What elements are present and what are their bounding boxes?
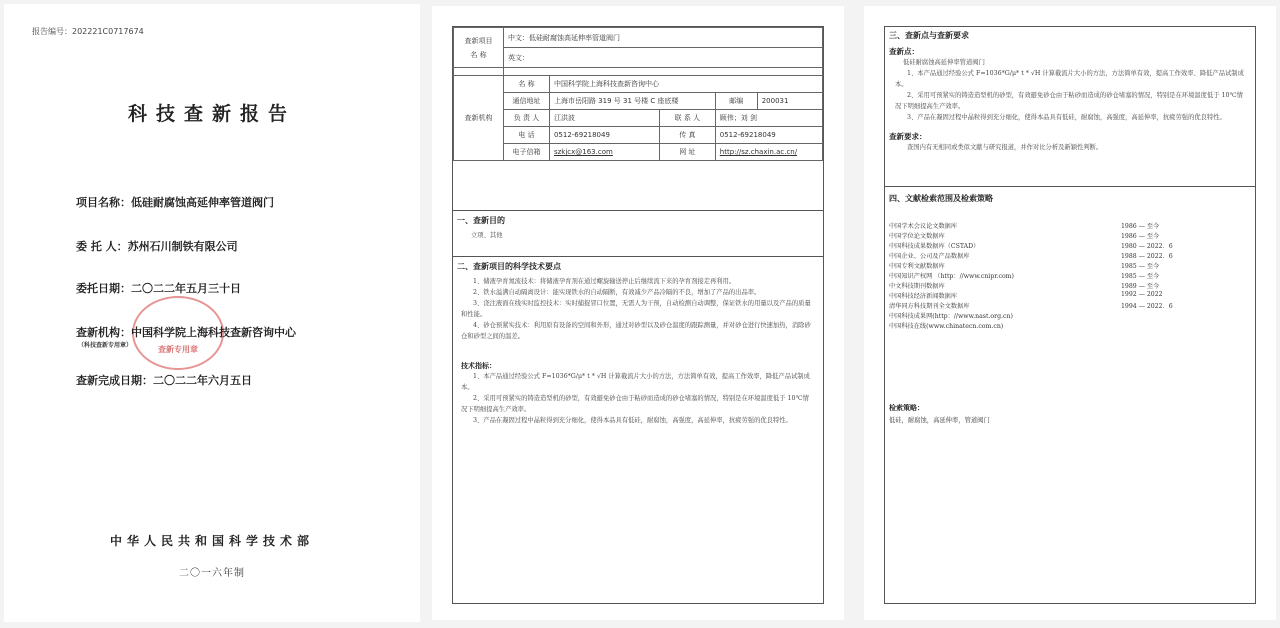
database-section [885, 187, 1255, 605]
client-value: 苏州石川制铁有限公司 [127, 240, 238, 253]
database-row [889, 271, 1249, 281]
novelty-requirement-heading: 查新要求： [889, 132, 927, 141]
cover-page [4, 4, 420, 622]
key-point-paragraph: 1、储液孕育氮流技术：将储液孕育剂在通过螺旋输送停止后继续流下来的孕育剂接走再利用。 [473, 278, 736, 285]
agency-field [76, 324, 296, 340]
database-row [889, 321, 1249, 331]
commission-date-field [76, 280, 241, 296]
ministry-name: 中华人民共和国科学技术部 [109, 534, 314, 548]
database-name: 中国科技成果数据库（CSTAD） [889, 243, 980, 250]
search-scope-frame [884, 26, 1256, 604]
agency-value: 中国科学院上海科技查新咨询中心 [131, 326, 296, 339]
finish-date-value: 二〇二二年六月五日 [153, 374, 252, 387]
commission-date-value: 二〇二二年五月三十日 [131, 282, 241, 295]
table-value: 顾伟；刘 剑 [715, 110, 822, 127]
key-point-paragraph: 2、铁水溢满自动隔离设计：能实现铁水的自动隔断，有效减少产品冷隔的不良，增加了产品的出品率。 [473, 289, 761, 296]
en-name-cell: 英文： [504, 48, 823, 68]
search-scope-page [864, 6, 1276, 620]
database-years: 1994 — 2022．6 [1121, 303, 1173, 310]
client-field [76, 238, 238, 254]
search-strategy [889, 403, 1249, 424]
database-years: 1986 — 至今 [1121, 223, 1160, 230]
tech-indicator-paragraph: 2、采用可预紧实的铸造造型机的砂型，有效避免砂仓由于粘砂而造成的砂仓堵塞的情况，特别是在环境温度低于 10℃情况下明细提高生产效率。 [461, 395, 809, 413]
agency-head: 查新机构 [454, 76, 504, 161]
novelty-requirement-body [885, 142, 1255, 153]
project-info-table [453, 27, 823, 161]
database-name: 中文科技期刊数据库 [889, 283, 945, 290]
tech-indicators-heading: 技术指标： [461, 361, 496, 370]
database-years: 1985 — 至今 [1121, 263, 1160, 270]
commission-date-label: 委托日期： [76, 282, 131, 295]
database-years: 1992 — 2022 [1121, 291, 1163, 298]
website-link[interactable]: http://sz.chaxin.ac.cn/ [715, 144, 822, 161]
key-point-paragraph: 4、砂仓预紧实技术：利用原有设备的空间和外形，通过对砂型以及砂仓温度的跟踪测量，并对砂仓进行快速加热，消除砂仓和砂型之间的温差。 [461, 322, 811, 340]
database-years: 1988 — 2022．6 [1121, 253, 1173, 260]
table-label: 负 责 人 [504, 110, 550, 127]
database-row [889, 301, 1249, 311]
database-row [889, 221, 1249, 231]
report-title: 科技查新报告 [127, 103, 296, 125]
database-list [889, 221, 1249, 331]
project-name-head-text: 查新项目 名 称 [464, 36, 493, 59]
agency-label: 查新机构： [76, 326, 131, 339]
search-strategy-heading: 检索策略： [889, 403, 924, 412]
novelty-points-section [885, 27, 1255, 187]
key-point-paragraph: 3、浇注液面在线实时监控技术：实时捕捉冒口位置，无需人为干预，自动检测自动调整，保证铁水的用量以及产品的质量和性能。 [461, 300, 811, 318]
database-row [889, 261, 1249, 271]
database-row [889, 291, 1249, 301]
table-label: 邮编 [715, 93, 757, 110]
tech-indicator-paragraph: 1、本产品通过经验公式 F=1036*G/μ* t * √H 计算截流片大小的方法，方法简单有效，提高工作效率，降低产品试制成本。 [461, 373, 810, 391]
novelty-point-paragraph: 2、采用可预紧实的铸造造型机的砂型，有效避免砂仓由于粘砂而造成的砂仓堵塞的情况，特别是在环境温度低于 10℃情况下明细提高生产效率。 [895, 92, 1243, 110]
table-value: 0512-69218049 [549, 127, 659, 144]
tech-indicator-paragraph: 3、产品在凝固过程中晶粒得到充分细化，使得本品具有低硅，耐腐蚀，高强度，高延伸率，抗疲劳强的优良特性。 [473, 417, 792, 424]
finish-date-field [76, 372, 252, 388]
database-name: 中国学位论文数据库 [889, 233, 945, 240]
table-value: 0512-69218049 [715, 127, 822, 144]
database-name: 中国科技成果网(http：//www.nast.org.cn) [889, 313, 1013, 320]
table-value: 200031 [757, 93, 822, 110]
novelty-point-heading: 查新点： [889, 47, 919, 56]
purpose-title: 一、查新目的 [457, 216, 505, 225]
table-label: 电 话 [504, 127, 550, 144]
cn-name-cell: 中文：低硅耐腐蚀高延伸率管道阀门 [504, 28, 823, 48]
database-row [889, 231, 1249, 241]
novelty-project-name: 低硅耐腐蚀高延伸率管道阀门 [903, 59, 985, 66]
project-name-label: 项目名称： [76, 196, 131, 209]
database-years: 1986 — 至今 [1121, 233, 1160, 240]
database-years: 1980 — 2022．6 [1121, 243, 1173, 250]
client-label: 委 托 人： [76, 240, 128, 253]
finish-date-label: 查新完成日期： [76, 374, 153, 387]
agency-seal-note: （科技查新专用章） [78, 342, 133, 349]
novelty-point-body [885, 57, 1255, 123]
novelty-requirement-text: 查国内有无相同或类似文献与研究报道，并作对比分析及新颖性判断。 [907, 144, 1103, 151]
table-label: 通信地址 [504, 93, 550, 110]
email-link[interactable]: szkjcx@163.com [549, 144, 659, 161]
database-row [889, 241, 1249, 251]
database-row [889, 251, 1249, 261]
search-strategy-keywords: 低硅，耐腐蚀，高延伸率，管道阀门 [889, 417, 990, 424]
database-name: 中国知识产权网 （http：//www.cnipr.com) [889, 273, 1014, 280]
project-name-field [76, 194, 274, 210]
table-value: 中国科学院上海科技查新咨询中心 [549, 76, 822, 93]
database-name: 中国专利文献数据库 [889, 263, 945, 270]
purpose-section [453, 210, 823, 256]
table-label: 传 真 [659, 127, 715, 144]
database-name: 中国科技在线(www.chinatecn.com.cn) [889, 323, 1004, 330]
database-name: 中国企业、公司及产品数据库 [889, 253, 970, 260]
table-value: 江洪波 [549, 110, 659, 127]
report-number: 报告编号：202221C0717674 [32, 27, 144, 36]
key-points-body [453, 276, 823, 426]
table-label: 电子信箱 [504, 144, 550, 161]
key-points-section [453, 256, 823, 604]
database-row [889, 281, 1249, 291]
table-gap [454, 68, 504, 76]
novelty-section-title: 三、查新点与查新要求 [889, 31, 969, 40]
database-name: 中国科技经济新闻数据库 [889, 293, 958, 300]
form-year: 二〇一六年制 [179, 568, 245, 579]
key-points-title: 二、查新项目的科学技术要点 [457, 262, 561, 271]
project-name-value: 低硅耐腐蚀高延伸率管道阀门 [131, 196, 274, 209]
details-page [432, 6, 844, 620]
novelty-point-paragraph: 1、本产品通过经验公式 F=1036*G/μ* t * √H 计算截流片大小的方法，方法简单有效，提高工作效率、降低产品试制成本。 [895, 70, 1244, 88]
table-label: 名 称 [504, 76, 550, 93]
seal-text: 查新专用章 [158, 344, 198, 354]
table-value: 上海市岳阳路 319 号 31 号楼 C 座底楼 [549, 93, 715, 110]
database-years: 1985 — 至今 [1121, 273, 1160, 280]
database-row [889, 311, 1249, 321]
purpose-body: 立项、其他 [471, 232, 503, 239]
project-name-head [454, 28, 504, 68]
table-label: 网 址 [659, 144, 715, 161]
table-gap [504, 68, 823, 76]
novelty-point-paragraph: 3、产品在凝固过程中晶粒得到充分细化，使得本品具有低硅，耐腐蚀，高强度，高延伸率，抗疲劳强的优良特性。 [907, 114, 1226, 121]
table-label: 联 系 人 [659, 110, 715, 127]
database-name: 清华同方科技期刊全文数据库 [889, 303, 970, 310]
database-name: 中国学术会议论文数据库 [889, 223, 958, 230]
details-frame [452, 26, 824, 604]
database-years: 1989 — 至今 [1121, 283, 1160, 290]
database-section-title: 四、文献检索范围及检索策略 [889, 194, 993, 203]
